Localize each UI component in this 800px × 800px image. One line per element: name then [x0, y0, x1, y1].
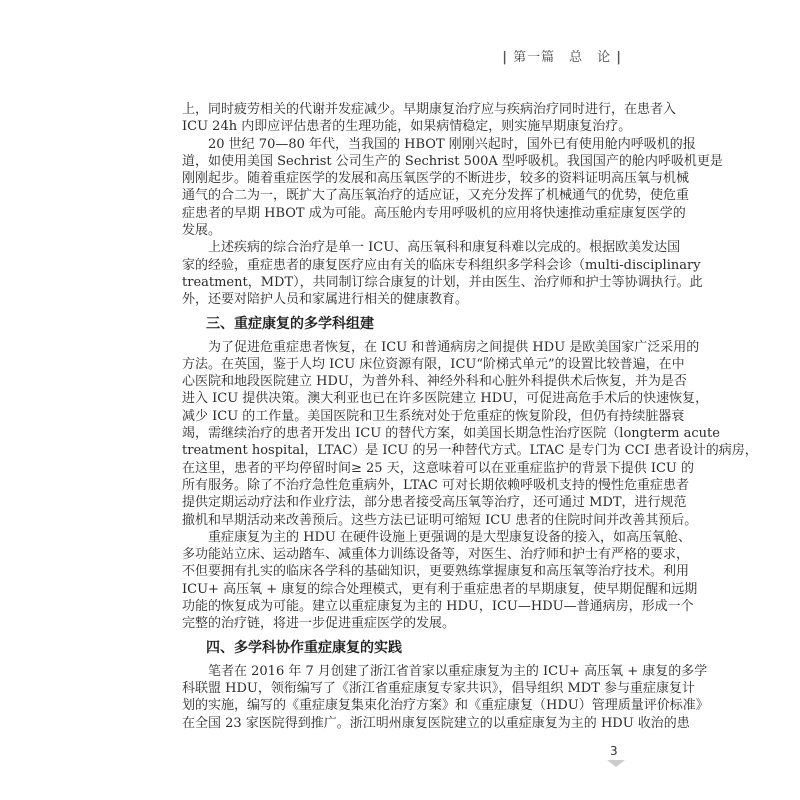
paragraph: [182, 136, 723, 240]
text-line: 提供定期运动疗法和作业疗法，部分患者接受高压氧等治疗，还可通过 MDT，进行规范: [182, 495, 687, 511]
text-line: 进入 ICU 提供决策。澳大利亚也已在许多医院建立 HDU，可促进高危手术后的快速恢复，: [182, 391, 709, 407]
text-line: 不但要拥有扎实的临床各学科的基础知识，更要熟练掌握康复和高压氧等治疗技术。利用: [182, 564, 690, 580]
text-line: 划的实施，编写的《重症康复集束化治疗方案》和《重症康复（HDU）管理质量评价标准》: [182, 698, 709, 714]
text-line: 上述疾病的综合治疗是单一 ICU、高压氧科和康复科难以完成的。根据欧美发达国: [208, 240, 681, 256]
text-line: 通气的合二为一，既扩大了高压氧治疗的适应证，又充分发挥了机械通气的优势，使危重: [182, 188, 690, 204]
text-line: 笔者在 2016 年 7 月创建了浙江省首家以重症康复为主的 ICU+ 高压氧 + 康复的多学: [208, 663, 708, 679]
text-line: 家的经验，重症患者的康复医疗应由有关的临床专科组织多学科会诊（multi-disciplinary: [182, 257, 701, 273]
paragraph: [182, 663, 709, 732]
page-number: 3: [610, 744, 618, 758]
text-line: 20 世纪 70—80 年代，当我国的 HBOT 刚刚兴起时，国外已有使用舱内呼吸机的报: [208, 136, 696, 152]
text-line: 竭，需继续治疗的患者开发出 ICU 的替代方案，如美国长期急性治疗医院（longterm acute: [182, 426, 720, 442]
text-line: 上，同时疲劳相关的代谢并发症减少。早期康复治疗应与疾病治疗同时进行，在患者入: [182, 102, 677, 117]
body-text: [182, 101, 758, 732]
text-line: 发展。: [182, 223, 222, 239]
text-line: 症患者的早期 HBOT 成为可能。高压舱内专用呼吸机的应用将快速推动重症康复医学的: [182, 205, 686, 221]
text-line: 在全国 23 家医院得到推广。浙江明州康复医院建立的以重症康复为主的 HDU 收治的患: [182, 715, 690, 731]
section-heading: 三、重症康复的多学科组建: [206, 315, 374, 332]
paragraph: [182, 101, 677, 136]
text-line: 方法。在英国，鉴于人均 ICU 床位资源有限，ICU“阶梯式单元”的设置比较普遍，在中: [182, 356, 685, 372]
header-bar-right: |: [616, 50, 622, 65]
text-line: 科联盟 HDU，领衔编写了《浙江省重症康复专家共识》，倡导组织 MDT 参与重症康复计: [182, 680, 696, 696]
section-heading: 四、多学科协作重症康复的实践: [206, 639, 402, 656]
text-line: 撤机和早期活动来改善预后。这些方法已证明可缩短 ICU 患者的住院时间并改善其预后。: [182, 512, 698, 528]
text-line: 重症康复为主的 HDU 在硬件设施上更强调的是大型康复设备的接入，如高压氧舱、: [208, 529, 691, 545]
text-line: 所有服务。除了不治疗急性危重病外，LTAC 可对长期依赖呼吸机支持的慢性危重症患者: [182, 477, 690, 493]
text-line: treatment，MDT），共同制订综合康复的计划，并由医生、治疗师和护士等协调执行。此: [182, 274, 703, 290]
paragraph: [182, 339, 758, 529]
text-line: 刚刚起步。随着重症医学的发展和高压氧医学的不断进步，较多的资料证明高压氧与机械: [182, 171, 690, 187]
text-line: 完整的治疗链，将进一步促进重症医学的发展。: [182, 616, 456, 632]
text-line: 道，如使用美国 Sechrist 公司生产的 Sechrist 500A 型呼吸机。我国国产的舱内呼吸机更是: [182, 153, 723, 169]
running-header: [502, 46, 622, 65]
paragraph: [182, 239, 703, 308]
text-line: treatment hospital，LTAC）是 ICU 的另一种替代方式。LTAC 是专门为 CCI 患者设计的病房，: [182, 443, 758, 459]
page-marker-triangle-icon: [607, 760, 625, 767]
part-title: 第一篇 总 论: [513, 50, 612, 65]
text-line: 在这里，患者的平均停留时间≥ 25 天，这意味着可以在亚重症监护的背景下提供 ICU 的: [182, 460, 695, 476]
paragraph: [182, 529, 698, 633]
text-line: ICU 24h 内即应评估患者的生理功能，如果病情稳定，则实施早期康复治疗。: [182, 119, 632, 135]
text-line: 外，还要对陪护人员和家属进行相关的健康教育。: [182, 292, 469, 308]
text-line: ICU+ 高压氧 + 康复的综合处理模式，更有利于重症患者的早期康复，使早期促醒和远期: [182, 581, 698, 597]
text-line: 减少 ICU 的工作量。美国医院和卫生系统对处于危重症的恢复阶段，但仍有持续脏器衰: [182, 408, 685, 424]
text-line: 功能的恢复成为可能。建立以重症康复为主的 HDU，ICU—HDU—普通病房，形成一个: [182, 599, 694, 615]
text-line: 为了促进危重症患者恢复，在 ICU 和普通病房之间提供 HDU 是欧美国家广泛采用的: [208, 339, 700, 355]
text-line: 心医院和地段医院建立 HDU，为普外科、神经外科和心脏外科提供术后恢复，并为是否: [182, 374, 687, 390]
header-bar-left: |: [502, 50, 508, 65]
text-line: 多功能站立床、运动踏车、减重体力训练设备等，对医生、治疗师和护士有严格的要求，: [182, 547, 690, 563]
